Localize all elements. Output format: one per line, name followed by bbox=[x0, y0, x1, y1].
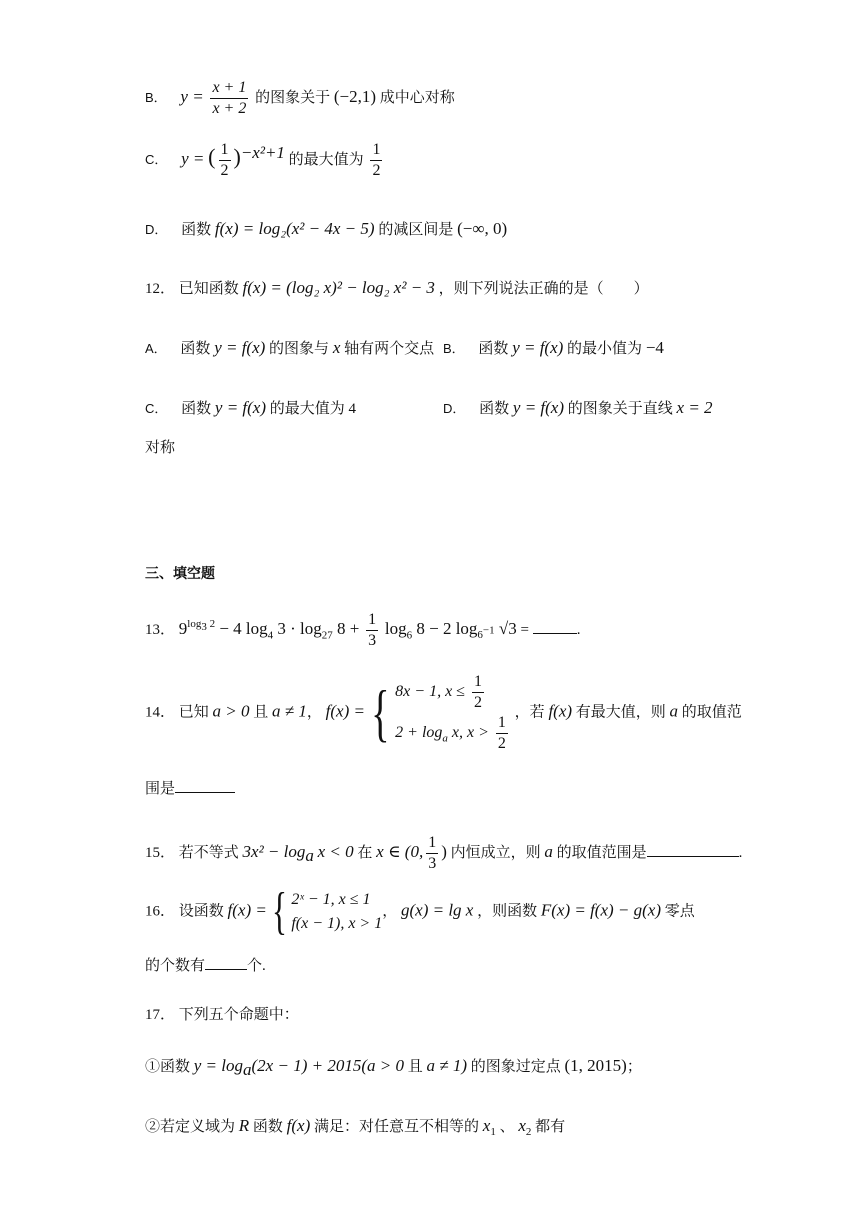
option-text: 的最大值为 bbox=[269, 401, 345, 417]
question-15: 15． 若不等式 $3x^2 - \log_a x < 0$ 在 x ∈ (0, $\frac{1}{3}$ ) 内恒成立，则 a 的取值范围是 . bbox=[145, 834, 743, 872]
period: . bbox=[738, 844, 743, 861]
case-1: 8x − 1, x ≤ bbox=[395, 683, 465, 701]
proposition-2: ②若定义域为 R 函数 f(x) 满足：对任意互不相等的 $x_1$ 、 $x_2$ 都有 bbox=[145, 1116, 566, 1138]
math-formula: x < 0 bbox=[317, 841, 354, 861]
question-text: 已知函数 bbox=[178, 281, 239, 297]
math-condition: a > 0 bbox=[212, 701, 250, 721]
option-text: 函数 bbox=[181, 222, 212, 238]
option-label: B． bbox=[443, 341, 465, 356]
paren: ( bbox=[208, 143, 216, 169]
proposition-text: 的图象过定点 bbox=[470, 1059, 561, 1075]
math-value: 4 bbox=[348, 401, 357, 417]
question-text: 零点 bbox=[664, 903, 695, 920]
answer-blank[interactable] bbox=[647, 842, 739, 857]
answer-blank[interactable] bbox=[533, 619, 577, 634]
fraction: $\frac{1}{2}$ bbox=[497, 714, 506, 752]
piecewise-cases: 8x − 1, x ≤ $\frac{1}{2}$ $2 + \log_a x$, x > $\frac{1}{2}$ bbox=[395, 673, 506, 752]
option-text: 轴有两个交点 bbox=[344, 341, 435, 357]
math-formula: y = f(x) bbox=[214, 338, 266, 357]
option-text: 函数 bbox=[478, 341, 509, 357]
math-formula: y = bbox=[180, 86, 204, 106]
question-text: 的取值范 bbox=[681, 704, 742, 721]
q12-option-d-wrap bbox=[145, 438, 175, 458]
math-formula: f(x) = bbox=[325, 701, 365, 721]
exponent: −x²+1 bbox=[240, 142, 285, 162]
option-text: 的减区间是 bbox=[378, 222, 454, 238]
option-text: 的图象与 bbox=[269, 341, 330, 357]
fraction: $\frac{1}{3}$ bbox=[428, 834, 437, 872]
proposition-text: ②若定义域为 bbox=[145, 1119, 236, 1135]
proposition-text: 都有 bbox=[535, 1119, 566, 1135]
math-formula: 3x² − log bbox=[242, 841, 306, 861]
proposition-text: ①函数 bbox=[145, 1059, 191, 1075]
math-formula: x = 2 bbox=[676, 398, 713, 417]
question-text: ，则函数 bbox=[477, 903, 538, 920]
question-number: 14． bbox=[145, 704, 176, 721]
paren: ) bbox=[233, 143, 241, 169]
math-expression: $9^{log_3 2} - 4$ $\log_4 3 \cdot \log_{27} 8$ + bbox=[178, 618, 360, 642]
question-text: 若不等式 bbox=[178, 844, 239, 861]
math-formula: y = log bbox=[193, 1056, 244, 1075]
section-heading: 三、填空题 bbox=[145, 565, 215, 581]
option-text: 函数 bbox=[180, 341, 211, 357]
question-14: 14． 已知 a > 0 且 a ≠ 1， f(x) = { 8x − 1, x ≤ $\frac{1}{2}$ $2 + \log_a x$, x > $\frac{1}{2}$ ，若 f(x) 有最大值，则 a 的取值范 bbox=[145, 673, 742, 752]
math-point: (1, 2015) bbox=[564, 1056, 627, 1075]
math-formula: f(x) = log₂(x² − 4x − 5) bbox=[214, 219, 375, 238]
proposition-text: 满足：对任意互不相等的 bbox=[314, 1119, 480, 1135]
question-text: 已知 bbox=[178, 704, 209, 721]
fraction: $\frac{1}{3}$ bbox=[368, 611, 377, 649]
period: . bbox=[576, 621, 581, 638]
punctuation: ； bbox=[626, 1059, 642, 1075]
q12-option-a bbox=[145, 338, 434, 359]
question-number: 13． bbox=[145, 621, 176, 638]
math-formula: f(x) bbox=[286, 1116, 311, 1135]
option-text: 对称 bbox=[145, 440, 176, 456]
q12-option-c bbox=[145, 398, 356, 419]
case-2: f(x − 1), x > 1 bbox=[291, 915, 383, 932]
q11-option-d bbox=[145, 219, 507, 240]
q11-option-b bbox=[145, 78, 455, 119]
math-formula: (2x − 1) + 2015(a > 0 bbox=[251, 1056, 404, 1075]
option-label: B． bbox=[145, 89, 167, 105]
q11-option-c bbox=[145, 140, 385, 181]
paren: ) bbox=[441, 841, 447, 861]
math-formula: y = f(x) bbox=[512, 398, 565, 417]
case-2b: x, x > bbox=[451, 724, 489, 742]
q12-option-b bbox=[443, 338, 664, 359]
option-text: 的最大值为 bbox=[288, 151, 364, 168]
math-expression: $\log_6 8 - 2$ $\log_{6^{-1}} √3$ bbox=[384, 618, 517, 642]
math-var: x bbox=[482, 1116, 491, 1135]
option-label: D． bbox=[145, 222, 168, 237]
question-number: 15． bbox=[145, 844, 176, 861]
question-text: 有最大值，则 bbox=[575, 704, 666, 721]
math-formula: f(x) bbox=[548, 701, 573, 721]
math-var: a bbox=[669, 701, 679, 721]
brace: { bbox=[370, 677, 390, 748]
option-label: C． bbox=[145, 151, 168, 167]
question-17 bbox=[145, 1005, 299, 1025]
question-text: 的取值范围是 bbox=[556, 844, 647, 861]
q12-option-d bbox=[443, 398, 713, 419]
brace: { bbox=[271, 883, 287, 940]
equals-sign: = bbox=[520, 621, 533, 638]
math-var: x bbox=[332, 338, 341, 357]
question-text: 个. bbox=[247, 958, 266, 974]
question-number: 16． bbox=[145, 903, 176, 920]
question-16-line2 bbox=[145, 955, 266, 976]
math-condition: a ≠ 1 bbox=[272, 701, 307, 721]
piecewise-cases bbox=[291, 888, 382, 936]
question-number: 12． bbox=[145, 281, 176, 297]
proposition-text: 函数 bbox=[252, 1119, 283, 1135]
math-formula: x ∈ (0, bbox=[376, 841, 424, 861]
math-formula: f(x) = bbox=[227, 900, 267, 920]
question-text: 设函数 bbox=[178, 903, 224, 920]
question-text: ，则下列说法正确的是（ ） bbox=[438, 281, 649, 297]
math-formula: F(x) = f(x) − g(x) bbox=[540, 900, 662, 920]
fraction: $\frac{x + 1}{x + 2}$ bbox=[212, 79, 247, 117]
option-text: 函数 bbox=[479, 401, 510, 417]
question-text: 围是 bbox=[145, 781, 176, 797]
math-var: R bbox=[238, 1116, 250, 1135]
answer-blank[interactable] bbox=[205, 955, 247, 970]
option-text: 的图象关于 bbox=[255, 89, 331, 106]
math-formula: y = f(x) bbox=[512, 338, 564, 357]
question-text: 下列五个命题中： bbox=[178, 1007, 299, 1023]
math-formula: y = bbox=[181, 148, 205, 168]
option-label: D． bbox=[443, 401, 466, 416]
math-formula: y = f(x) bbox=[214, 398, 267, 417]
question-14-line2 bbox=[145, 778, 235, 799]
question-text: 内恒成立，则 bbox=[450, 844, 541, 861]
math-interval: (−∞, 0) bbox=[457, 219, 508, 238]
option-text: 成中心对称 bbox=[379, 89, 455, 106]
case-1: 2ˣ − 1, x ≤ 1 bbox=[291, 891, 371, 908]
math-var: a bbox=[544, 841, 553, 861]
math-var: x bbox=[518, 1116, 526, 1135]
math-value: −4 bbox=[645, 338, 664, 357]
question-number: 17． bbox=[145, 1007, 176, 1023]
fraction: $\frac{1}{2}$ bbox=[473, 673, 482, 711]
option-label: A． bbox=[145, 341, 167, 356]
fraction: $\frac{1}{2}$ bbox=[220, 141, 229, 179]
question-text: ，若 bbox=[514, 704, 545, 721]
proposition-1: ①函数 $y = \log_a(2x - 1) + 2015(a > 0$ 且 a ≠ 1) 的图象过定点 (1, 2015)； bbox=[145, 1056, 642, 1079]
fraction: $\frac{1}{2}$ bbox=[372, 141, 381, 179]
math-condition: a ≠ 1) bbox=[426, 1056, 467, 1075]
proposition-text: 且 bbox=[407, 1059, 423, 1075]
question-text: 在 bbox=[357, 844, 373, 861]
question-text: 且 bbox=[253, 704, 269, 721]
math-formula: g(x) = lg x bbox=[400, 900, 474, 920]
math-formula: f(x) = (log₂ x)² − log₂ x² − 3 bbox=[242, 278, 435, 297]
option-text: 的最小值为 bbox=[567, 341, 643, 357]
question-16: 16． 设函数 f(x) = { 2ˣ − 1, x ≤ 1 f(x − 1), x > 1 ， g(x) = lg x ，则函数 F(x) = f(x) − g(x) 零点 bbox=[145, 883, 695, 940]
question-12-stem bbox=[145, 278, 649, 299]
option-text: 的图象关于直线 bbox=[567, 401, 673, 417]
answer-blank[interactable] bbox=[175, 778, 235, 793]
math-point: (−2,1) bbox=[333, 86, 377, 106]
punctuation: 、 bbox=[499, 1119, 515, 1135]
case-2: 2 + log bbox=[395, 724, 443, 742]
question-13 bbox=[145, 610, 580, 651]
question-text: 的个数有 bbox=[145, 958, 206, 974]
option-text: 函数 bbox=[181, 401, 212, 417]
option-label: C． bbox=[145, 401, 168, 416]
